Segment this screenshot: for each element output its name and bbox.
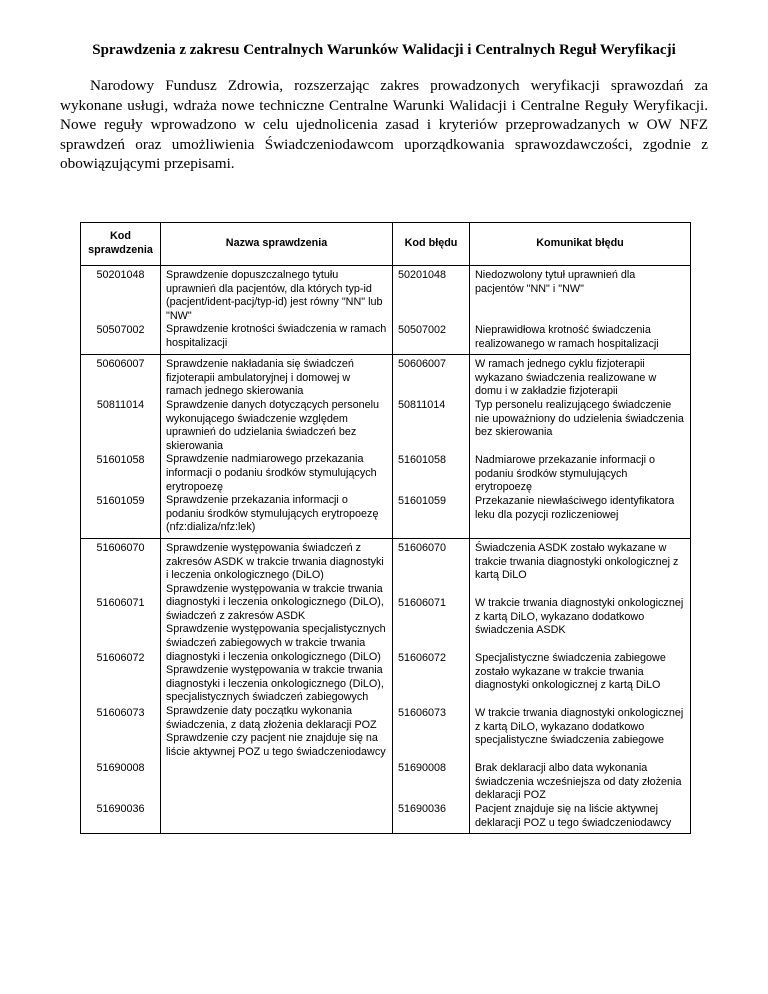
error-message: W trakcie trwania diagnostyki onkologicznej z kartą DiLO, wykazano dodatkowo specjalistyczne świadczenia zabiegowe [475,706,684,747]
check-name: Sprawdzenie daty początku wykonania świadczenia, z datą złożenia deklaracji POZ [166,705,377,731]
error-code: 51606073 [398,706,447,719]
error-message: Nadmiarowe przekazanie informacji o podaniu środków stymulujących erytropoezę [475,454,656,494]
check-name: Sprawdzenie nadmiarowego przekazania informacji o podaniu środków stymulujących erytropoezę [166,453,377,493]
check-name: Sprawdzenie krotności świadczenia w ramach hospitalizacji [166,323,387,349]
check-code: 51690036 [96,802,145,815]
check-code-cell [81,266,161,355]
error-code: 51606070 [398,541,447,554]
check-name: Sprawdzenie czy pacjent nie znajduje się na liście aktywnej POZ u tego świadczeniodawcy [166,732,386,758]
table-row [81,355,691,539]
check-name: Sprawdzenie występowania w trakcie trwania diagnostyki i leczenia onkologicznego (DiLO), świadczeń z zakresów ASDK [166,582,384,622]
error-message: Brak deklaracji albo data wykonania świadczenia wcześniejsza od daty złożenia deklaracji POZ [475,761,682,802]
check-name-cell [161,355,393,539]
error-message: Typ personelu realizującego świadczenie nie upoważniony do udzielenia świadczenia bez skierowania [475,399,684,439]
intro-paragraph: Narodowy Fundusz Zdrowia, rozszerzając zakres prowadzonych weryfikacji sprawozdań za wykonane usługi, wdraża nowe techniczne Centralne Warunki Walidacji i Centralne Reguły Weryfikacji. Nowe reguły wprowadzono w celu ujednolicenia zasad i kryteriów przeprowadzanych w OW NFZ sprawdzeń oraz umożliwienia Świadczeniodawcom uporządkowania sprawozdawczości, zgodnie z obowiązującymi przepisami. [60,77,708,172]
header-error-message: Komunikat błędu [470,223,691,266]
error-code: 51606072 [398,651,447,664]
error-message: W trakcie trwania diagnostyki onkologicznej z kartą DiLO, wykazano dodatkowo świadczenia ASDK [475,596,684,637]
check-code: 51601059 [96,495,145,508]
error-message: W ramach jednego cyklu fizjoterapii wykazano świadczenia realizowane w domu i w zakładzie fizjoterapii [475,358,657,398]
document-title: Sprawdzenia z zakresu Centralnych Warunków Walidacji i Centralnych Reguł Weryfikacji [92,42,676,58]
check-name-cell [161,266,393,355]
check-code: 50201048 [96,269,145,281]
check-code-cell [81,538,161,833]
check-code: 50606007 [96,358,145,371]
error-code: 51606071 [398,596,447,609]
check-code: 51606073 [96,706,145,719]
error-message: Nieprawidłowa krotność świadczenia realizowanego w ramach hospitalizacji [475,324,659,350]
check-code: 51606070 [96,541,145,554]
check-code: 50811014 [96,399,145,412]
header-check-code: Kod sprawdzenia [81,223,161,266]
check-name: Sprawdzenie występowania świadczeń z zakresów ASDK w trakcie trwania diagnostyki i leczenia onkologicznego (DiLO) [166,541,384,582]
check-name: Sprawdzenie występowania specjalistycznych świadczeń zabiegowych w trakcie trwania diagnostyki i leczenia onkologicznego (DiLO) [166,623,386,663]
error-message: Świadczenia ASDK zostało wykazane w trakcie trwania diagnostyki onkologicznej z kartą DiLO [475,541,679,582]
error-code: 51601059 [398,495,447,508]
error-message: Specjalistyczne świadczenia zabiegowe zostało wykazane w trakcie trwania diagnostyki onkologicznej z kartą DiLO [475,651,666,692]
check-code-cell [81,355,161,539]
error-message-cell [470,266,691,355]
error-code: 50811014 [398,399,446,412]
header-error-code: Kod błędu [393,223,470,266]
error-code: 51690008 [398,761,447,774]
checks-table [80,222,691,834]
error-code-cell [393,355,470,539]
check-name: Sprawdzenie danych dotyczących personelu wykonującego świadczenie względem uprawnień do udzielania świadczeń bez skierowania [166,398,380,452]
error-message-cell [470,355,691,539]
check-name: Sprawdzenie nakładania się świadczeń fizjoterapii ambulatoryjnej i domowej w ramach jednego skierowania [166,358,354,398]
table-row [81,538,691,833]
table-row [81,266,691,355]
error-message: Pacjent znajduje się na liście aktywnej deklaracji POZ u tego świadczeniodawcy [475,802,672,829]
error-code-cell [393,538,470,833]
error-message-cell [470,538,691,833]
error-code: 50606007 [398,358,447,371]
check-code: 50507002 [96,324,145,336]
check-code: 51606072 [96,651,145,664]
error-message: Niedozwolony tytuł uprawnień dla pacjentów "NN" i "NW" [475,269,636,295]
check-name: Sprawdzenie dopuszczalnego tytułu uprawnień dla pacjentów, dla których typ-id (pacjent/ident-pacj/typ-id) jest równy "NN" lub "NW" [166,269,383,322]
check-code: 51606071 [96,596,145,609]
check-name: Sprawdzenie występowania w trakcie trwania diagnostyki i leczenia onkologicznego (DiLO), specjalistycznych świadczeń zabiegowych [166,664,384,704]
error-code: 51601058 [398,454,447,467]
table-header-row [81,223,691,266]
check-code: 51690008 [96,761,145,774]
check-name-cell [161,538,393,833]
check-name: Sprawdzenie przekazania informacji o podaniu środków stymulujących erytropoezę (nfz:dializa/nfz:lek) [166,494,379,534]
error-message: Przekazanie niewłaściwego identyfikatora leku dla pozycji rozliczeniowej [475,495,675,521]
error-code: 50507002 [398,324,447,336]
header-check-name: Nazwa sprawdzenia [161,223,393,266]
check-code: 51601058 [96,454,145,467]
error-code: 51690036 [398,802,447,815]
error-code-cell [393,266,470,355]
error-code: 50201048 [398,269,447,281]
